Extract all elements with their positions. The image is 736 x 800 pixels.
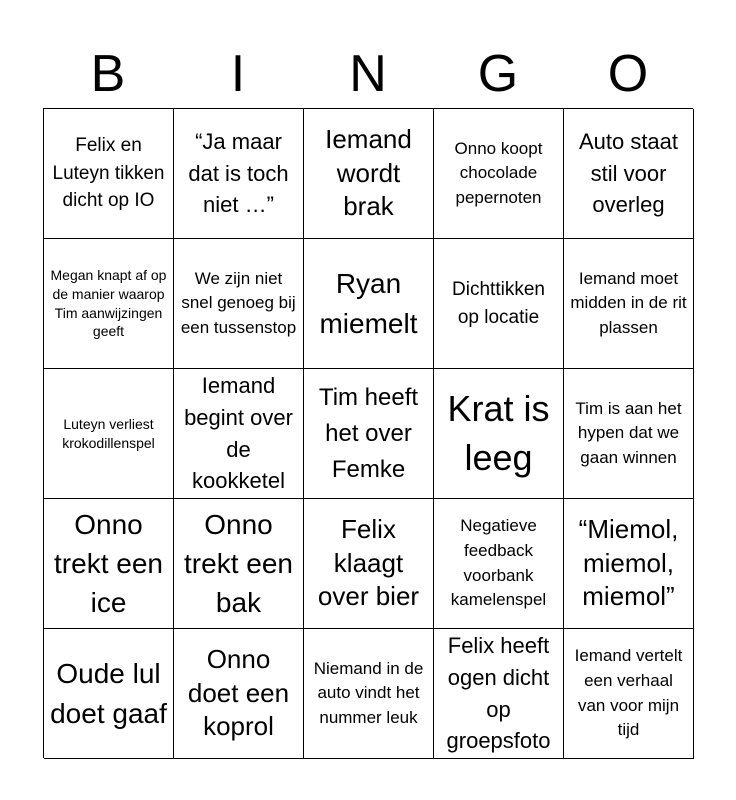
bingo-cell[interactable] (44, 629, 174, 759)
cell-text: Iemand vertelt een verhaal van voor mijn tijd (574, 646, 683, 740)
cell-text: We zijn niet snel genoeg bij een tussenstop (180, 268, 297, 337)
cell-text: Ryan miemelt (319, 268, 418, 339)
cell-text: Felix heeft ogen dicht op groepsfoto (446, 632, 551, 754)
bingo-cell[interactable] (174, 369, 304, 499)
cell-text: Niemand in de auto vindt het nummer leuk (313, 658, 424, 727)
bingo-cell[interactable] (304, 239, 434, 369)
cell-text: Megan knapt af op de manier waarop Tim aanwijzingen geeft (50, 266, 167, 340)
header-letter-i: I (230, 45, 246, 103)
cell-text: “Miemol, miemol, miemol” (578, 513, 679, 612)
bingo-header (43, 40, 693, 108)
bingo-cell[interactable] (44, 369, 174, 499)
cell-text: Felix klaagt over bier (317, 513, 420, 612)
cell-text: Negatieve feedback voorbank kamelenspel (450, 516, 547, 610)
bingo-cell[interactable] (434, 239, 564, 369)
bingo-cell[interactable] (174, 499, 304, 629)
header-letter-g: G (477, 45, 519, 103)
bingo-board (43, 108, 693, 758)
bingo-cell[interactable] (174, 109, 304, 239)
header-letter-o: O (607, 45, 649, 103)
cell-text: “Ja maar dat is toch niet …” (188, 128, 289, 218)
cell-text: Onno doet een koprol (187, 643, 290, 742)
bingo-cell[interactable] (564, 109, 694, 239)
cell-text: Auto staat stil voor overleg (578, 128, 679, 218)
bingo-cell[interactable] (304, 499, 434, 629)
cell-text: Iemand wordt brak (325, 123, 412, 222)
cell-text: Iemand moet midden in de rit plassen (570, 268, 687, 337)
bingo-cell[interactable] (304, 369, 434, 499)
header-letter-b: B (90, 45, 126, 103)
bingo-cell[interactable] (434, 499, 564, 629)
bingo-cell[interactable] (44, 109, 174, 239)
bingo-cell[interactable] (44, 239, 174, 369)
cell-text: Onno trekt een bak (184, 508, 293, 619)
cell-text: Luteyn verliest krokodillenspel (62, 415, 155, 451)
bingo-cell[interactable] (434, 629, 564, 759)
cell-text: Iemand begint over de kookketel (184, 372, 293, 494)
bingo-cell[interactable] (564, 629, 694, 759)
bingo-cell[interactable] (564, 499, 694, 629)
cell-text: Onno koopt chocolade pepernoten (454, 138, 543, 207)
cell-text: Krat is leeg (447, 387, 550, 478)
bingo-cell[interactable] (174, 629, 304, 759)
bingo-cell[interactable] (304, 629, 434, 759)
bingo-cell[interactable] (434, 369, 564, 499)
bingo-cell[interactable] (564, 239, 694, 369)
bingo-cell[interactable] (174, 239, 304, 369)
cell-text: Oude lul doet gaaf (50, 658, 167, 729)
bingo-cell[interactable] (434, 109, 564, 239)
cell-text: Dichttikken op locatie (452, 278, 545, 328)
cell-text: Onno trekt een ice (54, 508, 163, 619)
cell-text: Felix en Luteyn tikken dicht op IO (52, 135, 165, 212)
bingo-cell[interactable] (304, 109, 434, 239)
bingo-cell[interactable] (564, 369, 694, 499)
cell-text: Tim is aan het hypen dat we gaan winnen (575, 398, 682, 467)
bingo-cell[interactable] (44, 499, 174, 629)
cell-text: Tim heeft het over Femke (318, 383, 419, 483)
header-letter-n: N (349, 45, 387, 103)
